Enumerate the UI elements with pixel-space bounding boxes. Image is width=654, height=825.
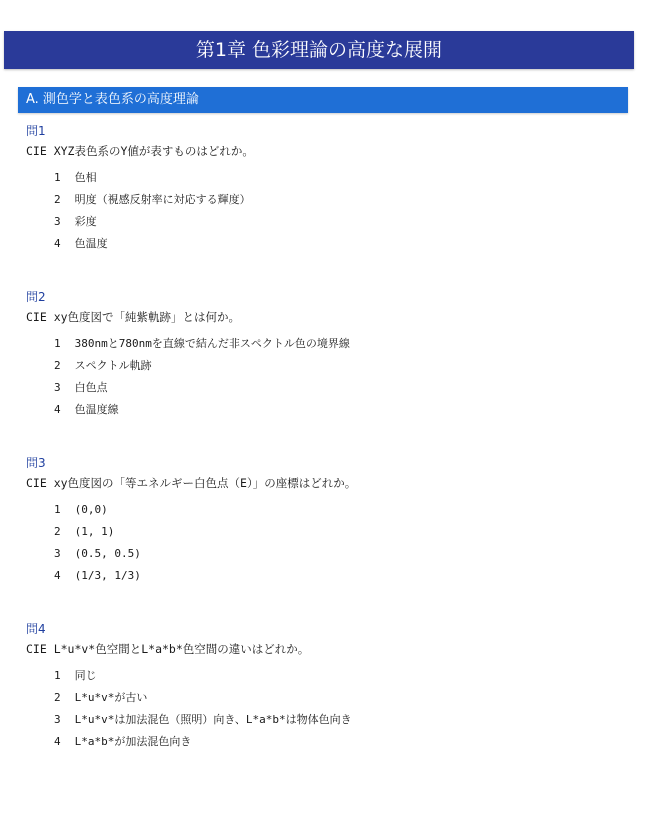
choice-list	[26, 333, 626, 421]
choice-text: (1/3, 1/3)	[74, 569, 141, 582]
choice-item	[54, 731, 626, 753]
question-label: 問3	[26, 456, 46, 470]
choice-item	[54, 355, 626, 377]
question-label: 問1	[26, 124, 46, 138]
choice-text: 白色点	[74, 381, 108, 394]
choice-number: 2	[54, 193, 61, 206]
choice-text: L*a*b*が加法混色向き	[74, 735, 192, 748]
choice-item	[54, 521, 626, 543]
choice-item	[54, 333, 626, 355]
choice-item	[54, 233, 626, 255]
choice-list	[26, 499, 626, 587]
choice-number: 1	[54, 337, 61, 350]
question-text: CIE xy色度図で「純紫軌跡」とは何か。	[26, 310, 241, 324]
question-text: CIE xy色度図の「等エネルギー白色点（E）」の座標はどれか。	[26, 476, 357, 490]
question-4	[26, 620, 626, 786]
choice-item	[54, 543, 626, 565]
choice-item	[54, 565, 626, 587]
choice-list	[26, 167, 626, 255]
choice-item	[54, 709, 626, 731]
choice-number: 2	[54, 691, 61, 704]
choice-item	[54, 211, 626, 233]
choice-text: 色温度	[74, 237, 108, 250]
choice-item	[54, 167, 626, 189]
choice-number: 2	[54, 359, 61, 372]
choice-text: L*u*v*は加法混色（照明）向き、L*a*b*は物体色向き	[74, 713, 352, 726]
choice-text: 明度（視感反射率に対応する輝度）	[74, 193, 251, 206]
question-text: CIE XYZ表色系のY値が表すものはどれか。	[26, 144, 254, 158]
choice-text: (0.5, 0.5)	[74, 547, 141, 560]
choice-number: 1	[54, 171, 61, 184]
choice-item	[54, 687, 626, 709]
choice-list	[26, 665, 626, 753]
choice-text: L*u*v*が古い	[74, 691, 148, 704]
question-list	[26, 122, 626, 786]
choice-text: 色相	[74, 171, 97, 184]
choice-number: 3	[54, 215, 61, 228]
section-title: A. 測色学と表色系の高度理論	[18, 87, 628, 113]
choice-number: 1	[54, 669, 61, 682]
choice-text: 色温度線	[74, 403, 119, 416]
choice-number: 3	[54, 713, 61, 726]
question-text: CIE L*u*v*色空間とL*a*b*色空間の違いはどれか。	[26, 642, 310, 656]
question-3	[26, 454, 626, 620]
choice-number: 2	[54, 525, 61, 538]
choice-text: 彩度	[74, 215, 97, 228]
choice-number: 3	[54, 381, 61, 394]
choice-number: 3	[54, 547, 61, 560]
choice-number: 4	[54, 237, 61, 250]
choice-item	[54, 377, 626, 399]
choice-text: (0,0)	[74, 503, 108, 516]
choice-text: (1, 1)	[74, 525, 115, 538]
choice-number: 4	[54, 403, 61, 416]
choice-number: 4	[54, 735, 61, 748]
choice-text: 380nmと780nmを直線で結んだ非スペクトル色の境界線	[74, 337, 350, 350]
choice-number: 4	[54, 569, 61, 582]
question-label: 問2	[26, 290, 46, 304]
choice-item	[54, 399, 626, 421]
choice-item	[54, 665, 626, 687]
choice-text: スペクトル軌跡	[74, 359, 152, 372]
choice-number: 1	[54, 503, 61, 516]
chapter-title: 第1章 色彩理論の高度な展開	[4, 31, 634, 69]
question-label: 問4	[26, 622, 46, 636]
question-1	[26, 122, 626, 288]
choice-item	[54, 499, 626, 521]
choice-item	[54, 189, 626, 211]
question-2	[26, 288, 626, 454]
choice-text: 同じ	[74, 669, 97, 682]
